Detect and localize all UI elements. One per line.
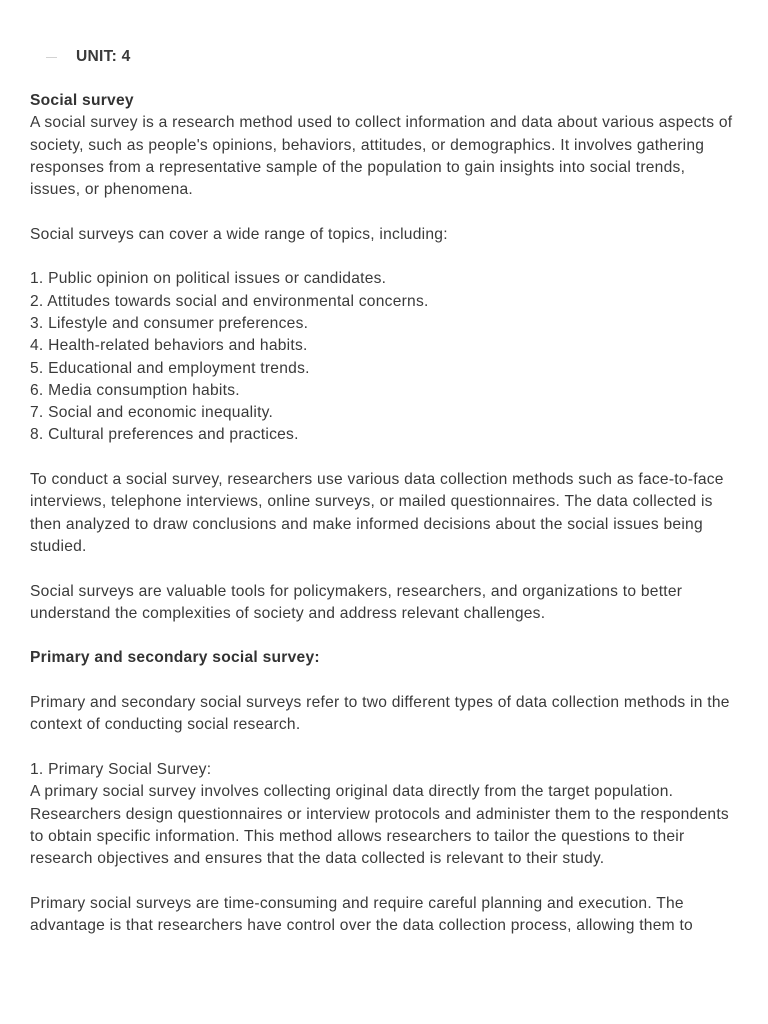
list-item: 5. Educational and employment trends. (30, 359, 310, 377)
list-item: 4. Health-related behaviors and habits. (30, 337, 308, 355)
section-heading-social-survey: Social survey (30, 92, 134, 109)
list-item: 8. Cultural preferences and practices. (30, 426, 299, 444)
list-item: 3. Lifestyle and consumer preferences. (30, 314, 309, 332)
section-heading-primary-secondary: Primary and secondary social survey: (30, 649, 320, 667)
topics-list (30, 268, 738, 446)
list-item: 6. Media consumption habits. (30, 381, 240, 399)
paragraph-intro: A social survey is a research method used to collect information and data about various aspects of society, such as people's opinions, behaviors, attitudes, or demographics. It involves gathering responses from a representative sample of the population to gain insights into social trends, issues, or phenomena. (30, 114, 733, 199)
paragraph-primary-body: A primary social survey involves collecting original data directly from the target population. Researchers design questionnaires or interview protocols and administer them to the respondents to obtain specific information. This method allows researchers to tailor the questions to their research objectives and ensures that the data collected is relevant to their study. (30, 783, 729, 868)
subheading-primary-social-survey: 1. Primary Social Survey: (30, 760, 212, 778)
dash-icon (46, 57, 57, 58)
list-item: 1. Public opinion on political issues or candidates. (30, 270, 387, 288)
unit-header (46, 46, 131, 68)
paragraph-primary-more: Primary social surveys are time-consuming and require careful planning and execution. The advantage is that researchers have control over the data collection process, allowing them to (30, 894, 693, 934)
paragraph-topics-intro: Social surveys can cover a wide range of topics, including: (30, 225, 448, 243)
list-item: 7. Social and economic inequality. (30, 404, 274, 422)
document-content (30, 90, 738, 937)
paragraph-primary-secondary-intro: Primary and secondary social surveys refer to two different types of data collection methods in the context of conducting social research. (30, 694, 730, 734)
paragraph-value: Social surveys are valuable tools for policymakers, researchers, and organizations to better understand the complexities of society and address relevant challenges. (30, 582, 683, 622)
list-item: 2. Attitudes towards social and environmental concerns. (30, 292, 429, 310)
unit-label: UNIT: 4 (76, 47, 131, 65)
paragraph-methods: To conduct a social survey, researchers use various data collection methods such as face-to-face interviews, telephone interviews, online surveys, or mailed questionnaires. The data collected is then analyzed to draw conclusions and make informed decisions about the social issues being studied. (30, 471, 724, 555)
